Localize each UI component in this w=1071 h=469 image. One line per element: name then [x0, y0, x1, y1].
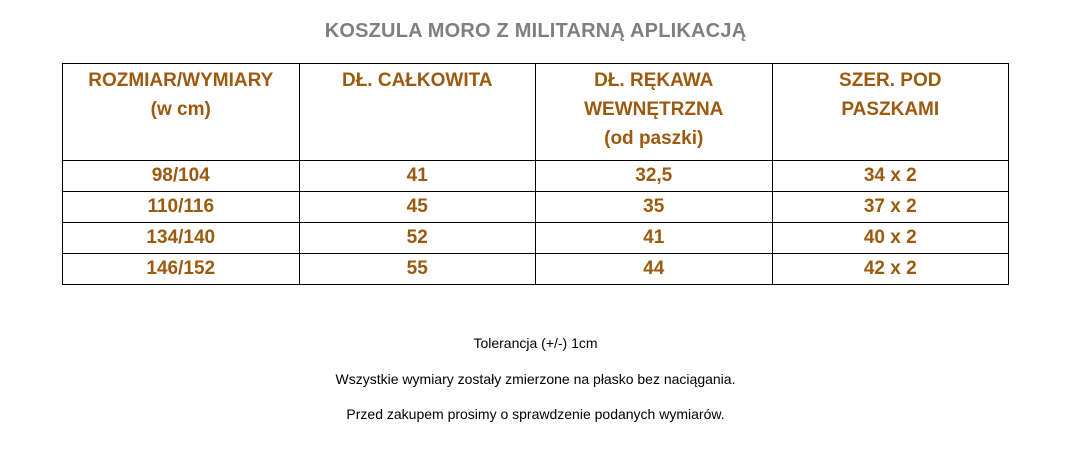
header-chest-line-1: SZER. POD — [839, 70, 942, 91]
header-total-length — [299, 64, 536, 161]
header-chest-line-2: PASZKAMI — [841, 99, 940, 120]
tolerance-note: Tolerancja (+/-) 1cm — [473, 335, 598, 351]
cell-total-length: 45 — [299, 192, 536, 223]
header-chest-width — [772, 64, 1009, 161]
table-row — [63, 254, 1009, 285]
cell-size: 98/104 — [63, 161, 300, 192]
size-chart-table — [62, 63, 1009, 285]
cell-sleeve-length: 41 — [536, 223, 773, 254]
measured-flat-note: Wszystkie wymiary zostały zmierzone na płasko bez naciągania. — [335, 371, 736, 387]
cell-chest-width: 34 x 2 — [772, 161, 1009, 192]
cell-chest-width: 40 x 2 — [772, 223, 1009, 254]
header-total-length-line-1: DŁ. CAŁKOWITA — [341, 70, 493, 91]
header-sleeve-line-2: WEWNĘTRZNA — [584, 99, 724, 120]
header-sleeve-line-1: DŁ. RĘKAWA — [594, 70, 714, 91]
header-size — [63, 64, 300, 161]
header-size-line-2: (w cm) — [150, 99, 211, 120]
cell-size: 110/116 — [63, 192, 300, 223]
table-row — [63, 161, 1009, 192]
cell-chest-width: 42 x 2 — [772, 254, 1009, 285]
header-sleeve-line-3: (od paszki) — [604, 128, 704, 149]
cell-size: 146/152 — [63, 254, 300, 285]
page-title: KOSZULA MORO Z MILITARNĄ APLIKACJĄ — [324, 20, 747, 42]
cell-chest-width: 37 x 2 — [772, 192, 1009, 223]
check-before-purchase-note: Przed zakupem prosimy o sprawdzenie podanych wymiarów. — [346, 406, 725, 422]
table-header-row — [63, 64, 1009, 161]
table-row — [63, 223, 1009, 254]
cell-size: 134/140 — [63, 223, 300, 254]
cell-total-length: 55 — [299, 254, 536, 285]
cell-sleeve-length: 32,5 — [536, 161, 773, 192]
header-size-line-1: ROZMIAR/WYMIARY — [88, 70, 274, 91]
cell-sleeve-length: 44 — [536, 254, 773, 285]
cell-sleeve-length: 35 — [536, 192, 773, 223]
cell-total-length: 41 — [299, 161, 536, 192]
cell-total-length: 52 — [299, 223, 536, 254]
table-row — [63, 192, 1009, 223]
header-sleeve-length — [536, 64, 773, 161]
